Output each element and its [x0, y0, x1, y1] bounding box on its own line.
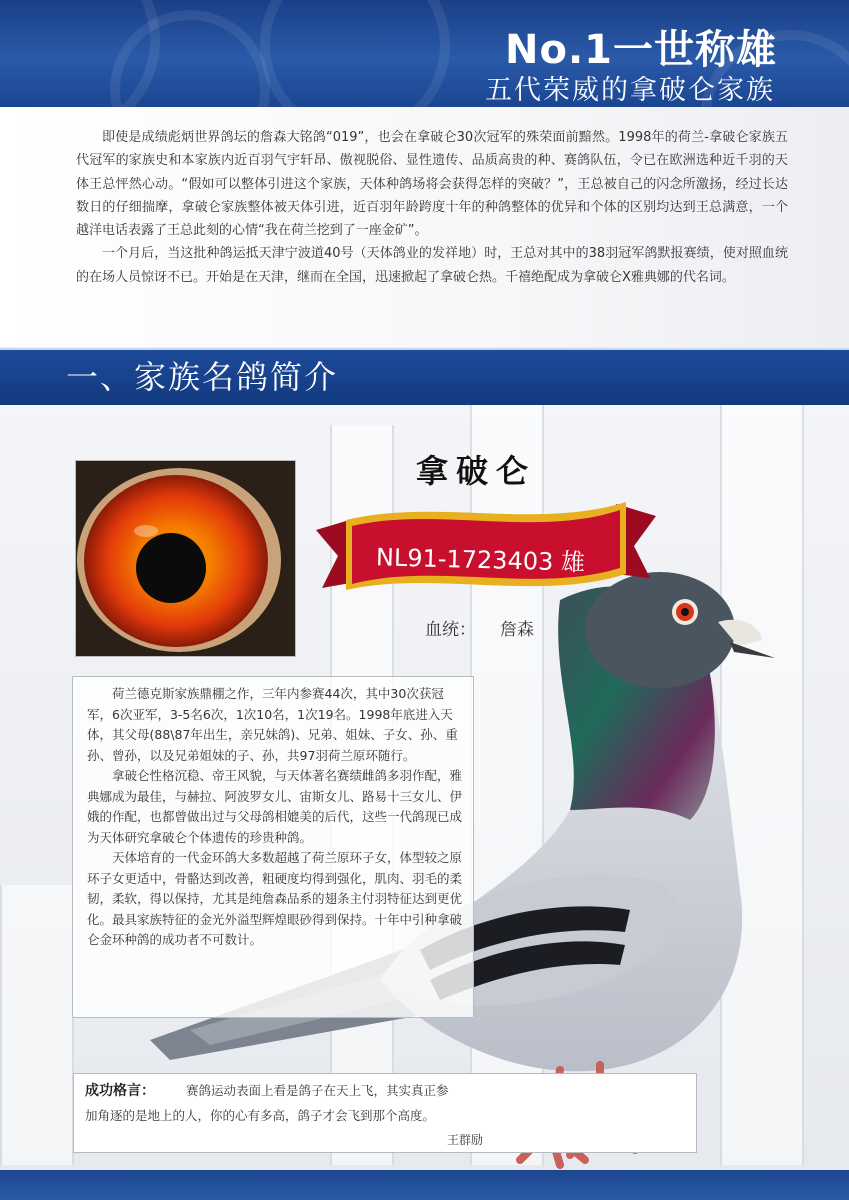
- motto-heading: 成功格言：: [85, 1083, 155, 1099]
- bloodline: [425, 615, 558, 640]
- intro-paragraph: 一个月后，当这批种鸽运抵天津宁波道40号（天体鸽业的发祥地）时，王总对其中的38羽冠军鸽默报赛绩，使对照血统的在场人员惊讶不已。开始是在天津，继而在全国，迅速掀起了拿破仑热。千禧绝配成为拿破仑X雅典娜的代名词。: [76, 246, 788, 285]
- motto-author: 王群励: [447, 1133, 484, 1147]
- intro-paragraph: 即使是成绩彪炳世界鸽坛的詹森大铭鸽“019”，也会在拿破仑30次冠军的殊荣面前黯然。1998年的荷兰-拿破仑家族五代冠军的家族史和本家族内近百羽气宇轩昂、傲视脱俗、显性遗传、品质高贵的种、赛鸽队伍，令已在欧洲选种近千羽的天体王总怦然心动。“假如可以整体引进这个家族，天体种鸽场将会获得怎样的突破？”，王总被自己的闪念所激扬，经过长达数日的仔细揣摩，拿破仑家族整体被天体引进，近百羽年龄跨度十年的种鸽整体的优异和个体的区别均达到王总满意，一个越洋电话表露了王总此刻的心情“我在荷兰挖到了一座金矿”。: [76, 130, 788, 239]
- page-title: No.1一世称雄: [505, 27, 777, 73]
- description-paragraph: 天体培育的一代金环鸽大多数超越了荷兰原环子女，体型较之原环子女更适中，骨骼达到改善，粗硬度均得到强化，肌肉、羽毛的柔韧，柔软，得以保持，尤其是纯詹森品系的翅条主付羽特征达到更优化。最具家族特征的金光外溢型辉煌眼砂得到保持。十年中引种拿破仑金环种鸽的成功者不可数计。: [87, 850, 463, 947]
- decorative-swirl: [260, 0, 450, 107]
- motto-text: 加角逐的是地上的人，你的心有多高，鸽子才会飞到那个高度。: [85, 1108, 436, 1123]
- page-subtitle: 五代荣威的拿破仑家族: [485, 75, 775, 106]
- description-paragraph: 拿破仑性格沉稳、帝王风貌，与天体著名赛绩雌鸽多羽作配，雅典娜成为最佳，与赫拉、阿波罗女儿、宙斯女儿、路易十三女儿、伊娥的作配，也都曾做出过与父母鸽相媲美的后代，这些一代鸽现已成为天体研究拿破仑个体遗传的珍贵种鸽。: [87, 768, 463, 845]
- background-building: [0, 885, 74, 1165]
- section-title: 一、家族名鸽简介: [66, 358, 339, 396]
- intro-text: [76, 126, 788, 289]
- footer-band: [0, 1170, 849, 1200]
- ring-number: NL91-1723403 雄: [375, 543, 586, 577]
- motto-text: 赛鸽运动表面上看是鸽子在天上飞，其实真正参: [186, 1083, 449, 1098]
- description-text: [87, 684, 467, 951]
- bird-name: 拿破仑: [416, 452, 537, 490]
- bloodline-label: 血统：: [425, 620, 476, 640]
- description-paragraph: 荷兰德克斯家族鼎棚之作，三年内参赛44次，其中30次获冠军，6次亚军，3-5名6次，1次10名，1次19名。1998年底进入天体，其父母(88\87年出生，亲兄妹鸽)、兄弟、姐妹、子女、孙、重孙、曾孙，以及兄弟姐妹的子、孙，共97羽荷兰原环随行。: [87, 686, 458, 763]
- bloodline-value: 詹森: [500, 620, 534, 640]
